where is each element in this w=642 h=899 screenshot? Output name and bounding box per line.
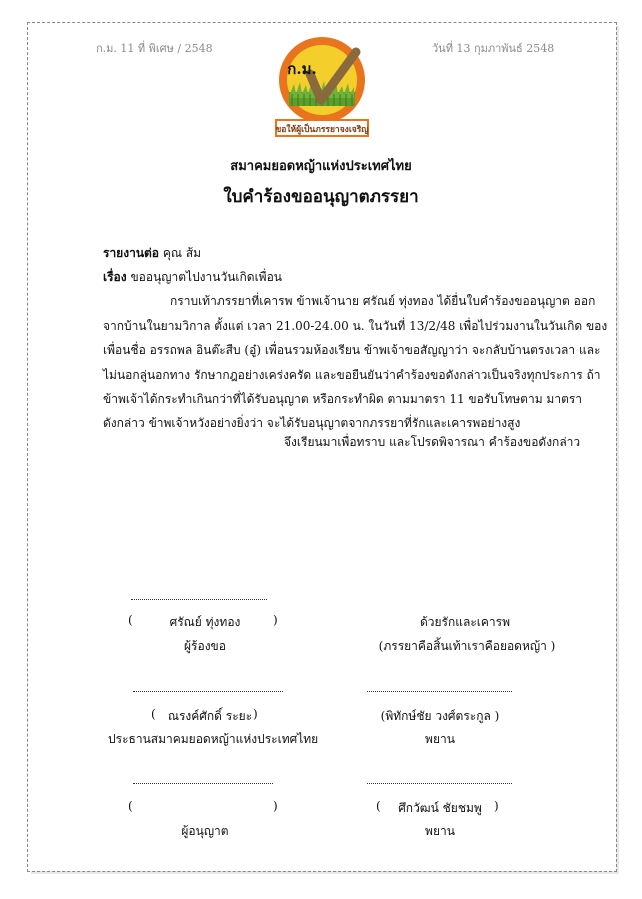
signature-line-approver — [133, 782, 273, 784]
applicant-role: ผู้ร้องขอ — [184, 639, 226, 653]
signature-line-witness1 — [367, 690, 512, 692]
body-line: ข้าพเจ้าได้กระทำเกินกว่าที่ได้รับอนุญาต หรือกระทำผิด ตามมาตรา 11 ขอรับโทษตาม มาตรา — [103, 392, 583, 406]
body-line: กราบเท้าภรรยาที่เคารพ ข้าพเจ้านาย ศรัณย์ ทุ่งทอง ได้ยื่นใบคำร้องขออนุญาต ออก — [170, 294, 596, 308]
closing-line: จึงเรียนมาเพื่อทราบ และโปรดพิจารณา คำร้องขอดังกล่าว — [284, 435, 581, 449]
witness2-name: ศึกวัฒน์ ชัยชมพู — [398, 801, 482, 815]
report-to-label: รายงานต่อ — [103, 246, 160, 260]
president-name: ณรงค์ศักดิ์ ระยะ — [167, 709, 253, 723]
open-paren: ( — [128, 799, 133, 813]
regards-note: (ภรรยาคือสิ้นเท้าเราคือยอดหญ้า ) — [378, 639, 556, 653]
close-paren: ) — [273, 799, 278, 813]
open-paren: ( — [128, 613, 133, 627]
document-reference-number: ก.ม. 11 ที่ พิเศษ / 2548 — [96, 42, 213, 55]
signature-line-applicant — [131, 598, 267, 600]
witness2-role: พยาน — [425, 824, 455, 838]
body-line: เพื่อนชื่อ อรรถพล อินต๊ะสืบ (อู๋) เพื่อนรวมห้องเรียน ข้าพเจ้าขอสัญญาว่า จะกลับบ้านตรงเวลา และ — [103, 343, 601, 357]
close-paren: ) — [273, 613, 278, 627]
body-line: ดังกล่าว ข้าพเจ้าหวังอย่างยิ่งว่า จะได้รับอนุญาตจากภรรยาที่รักและเคารพอย่างสูง — [103, 416, 521, 430]
signature-line-president — [133, 690, 283, 692]
logo-banner: ขอให้ผู้เป็นภรรยาจงเจริญ — [275, 125, 369, 135]
report-to-line — [103, 244, 201, 263]
association-logo — [266, 34, 378, 138]
president-role: ประธานสมาคมยอดหญ้าแห่งประเทศไทย — [108, 732, 319, 746]
close-paren: ) — [494, 799, 499, 813]
subject-value: ขออนุญาตไปงานวันเกิดเพื่อน — [130, 270, 283, 284]
report-to-value: คุณ ส้ม — [162, 246, 202, 260]
witness1-name: (พิทักษ์ชัย วงศ์ตระกูล ) — [380, 709, 500, 723]
document-date: วันที่ 13 กุมภาพันธ์ 2548 — [432, 42, 555, 55]
signature-line-witness2 — [367, 782, 512, 784]
open-paren: ( — [151, 707, 156, 721]
close-paren: ) — [253, 707, 258, 721]
organization-name: สมาคมยอดหญ้าแห่งประเทศไทย — [230, 159, 412, 174]
regards-text: ด้วยรักและเคารพ — [419, 615, 511, 629]
witness1-role: พยาน — [425, 732, 455, 746]
approver-role: ผู้อนุญาต — [181, 824, 229, 838]
body-line: จากบ้านในยามวิกาล ตั้งแต่ เวลา 21.00-24.00 น. ในวันที่ 13/2/48 เพื่อไปร่วมงานในวันเกิด ของ — [103, 319, 608, 333]
document-title: ใบคำร้องขออนุญาตภรรยา — [223, 187, 419, 207]
applicant-name: ศรัณย์ ทุ่งทอง — [169, 615, 241, 629]
body-line: ไม่นอกลู่นอกทาง รักษากฎอย่างเคร่งครัด และขอยืนยันว่าคำร้องขอดังกล่าวเป็นจริงทุกประการ ถ้า — [103, 368, 601, 382]
subject-label: เรื่อง — [103, 270, 127, 284]
open-paren: ( — [376, 799, 381, 813]
subject-line — [103, 268, 282, 287]
logo-text: ก.ม. — [287, 60, 317, 78]
